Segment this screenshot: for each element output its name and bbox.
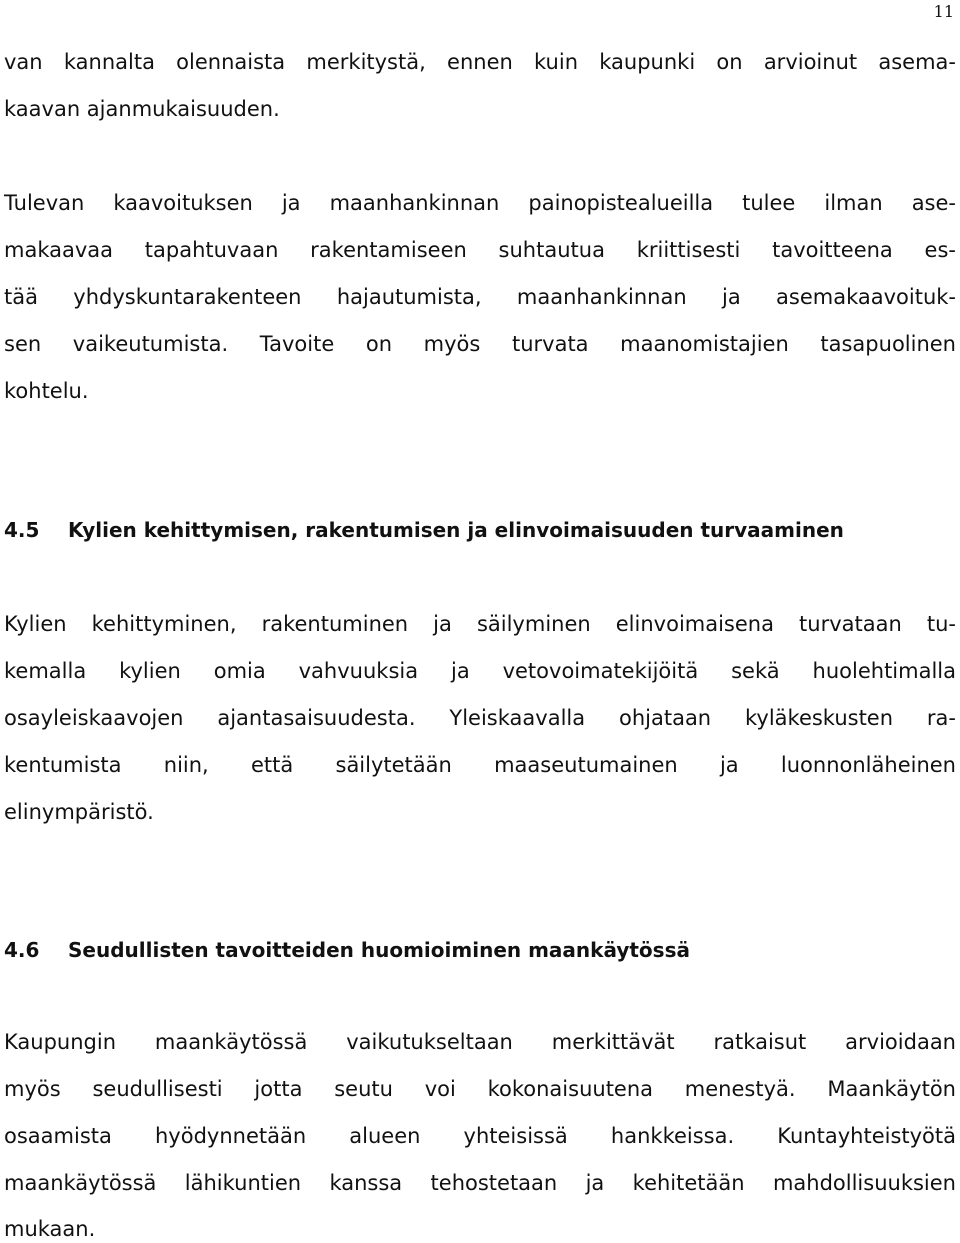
page-number: 11	[933, 2, 954, 21]
section-4-6-line-5: mukaan.	[4, 1217, 96, 1241]
section-title: Kylien kehittymisen, rakentumisen ja elinvoimaisuuden turvaaminen	[68, 518, 844, 542]
paragraph-1-line-2: kaavan ajanmukaisuuden.	[4, 97, 280, 121]
section-4-6-line-3: osaamista hyödynnetään alueen yhteisissä hankkeissa. Kuntayhteistyötä	[4, 1124, 956, 1148]
paragraph-2-line-4: sen vaikeutumista. Tavoite on myös turvata maanomistajien tasapuolinen	[4, 332, 956, 356]
section-4-6-line-2: myös seudullisesti jotta seutu voi kokonaisuutena menestyä. Maankäytön	[4, 1077, 956, 1101]
paragraph-2-line-5: kohtelu.	[4, 379, 89, 403]
section-heading-4-6	[4, 936, 956, 964]
section-4-5-line-4: kentumista niin, että säilytetään maaseutumainen ja luonnonläheinen	[4, 753, 956, 777]
paragraph-2-line-2: makaavaa tapahtuvaan rakentamiseen suhtautua kriittisesti tavoitteena es-	[4, 238, 956, 262]
paragraph-2-line-3: tää yhdyskuntarakenteen hajautumista, maanhankinnan ja asemakaavoituk-	[4, 285, 956, 309]
section-number: 4.6	[4, 938, 40, 962]
section-4-6-line-4: maankäytössä lähikuntien kanssa tehostetaan ja kehitetään mahdollisuuksien	[4, 1171, 956, 1195]
section-4-5-line-1: Kylien kehittyminen, rakentuminen ja säilyminen elinvoimaisena turvataan tu-	[4, 612, 956, 636]
section-heading-4-5	[4, 516, 956, 544]
section-4-5-line-5: elinympäristö.	[4, 800, 154, 824]
section-4-5-line-2: kemalla kylien omia vahvuuksia ja vetovoimatekijöitä sekä huolehtimalla	[4, 659, 956, 683]
section-title: Seudullisten tavoitteiden huomioiminen maankäytössä	[68, 938, 690, 962]
paragraph-2-line-1: Tulevan kaavoituksen ja maanhankinnan painopistealueilla tulee ilman ase-	[4, 191, 956, 215]
section-4-5-line-3: osayleiskaavojen ajantasaisuudesta. Yleiskaavalla ohjataan kyläkeskusten ra-	[4, 706, 956, 730]
section-4-6-line-1: Kaupungin maankäytössä vaikutukseltaan merkittävät ratkaisut arvioidaan	[4, 1030, 956, 1054]
paragraph-1-line-1: van kannalta olennaista merkitystä, ennen kuin kaupunki on arvioinut asema-	[4, 50, 956, 74]
section-number: 4.5	[4, 518, 40, 542]
